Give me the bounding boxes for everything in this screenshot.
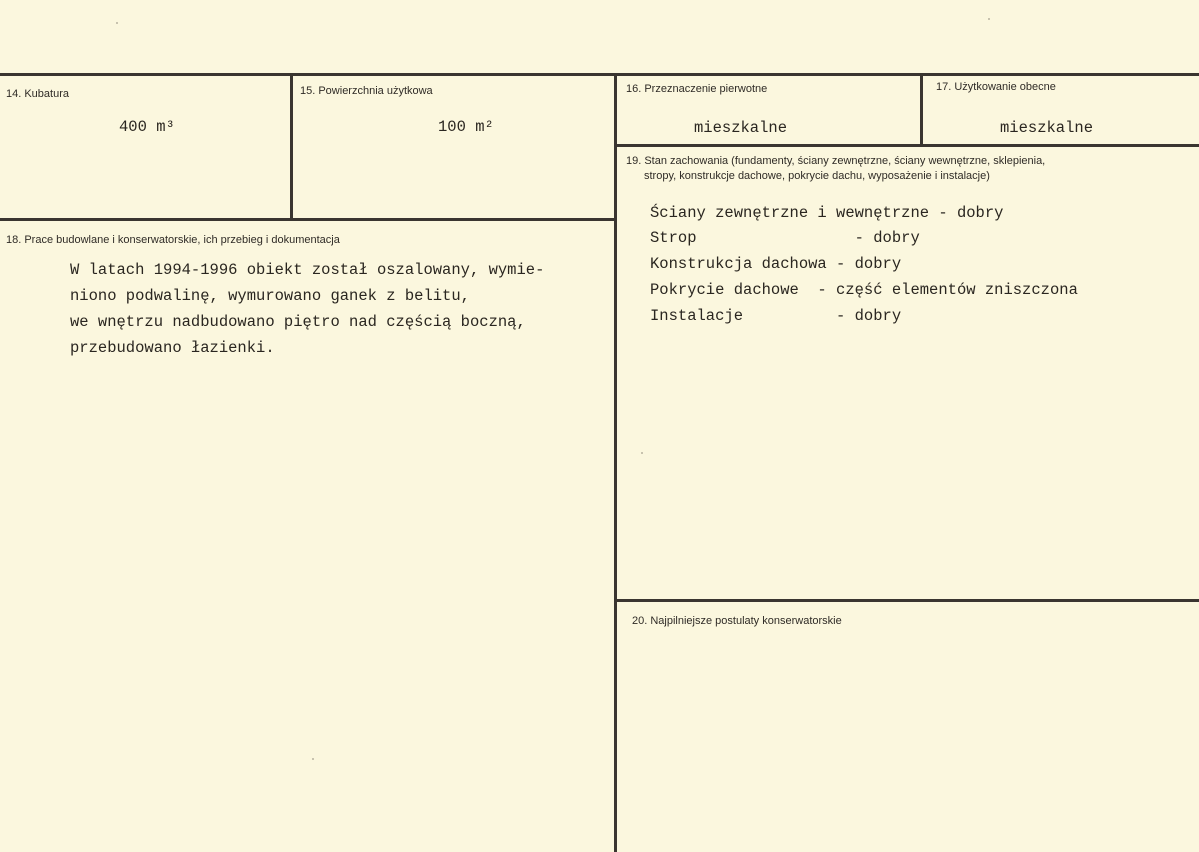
field-17-label: 17. Użytkowanie obecne [936, 81, 1056, 93]
field-20-label: 20. Najpilniejsze postulaty konserwatorskie [632, 615, 842, 627]
field-17-value: mieszkalne [1000, 119, 1094, 137]
field-16-value: mieszkalne [694, 119, 788, 137]
divider-row-14-15 [0, 218, 617, 221]
field-18-line: niono podwalinę, wymurowano ganek z belitu, [70, 287, 470, 305]
divider-col-14-15 [290, 73, 293, 221]
paper-speck [641, 452, 643, 454]
field-18-line: W latach 1994-1996 obiekt został oszalowany, wymie- [70, 261, 545, 279]
divider-col-16-17 [920, 73, 923, 147]
field-18-line: we wnętrzu nadbudowano piętro nad częścią boczną, [70, 313, 526, 331]
divider-col-left-right [614, 73, 617, 852]
field-19-line: Pokrycie dachowe - część elementów zniszczona [650, 281, 1078, 299]
field-15-label: 15. Powierzchnia użytkowa [300, 85, 433, 97]
field-14-label: 14. Kubatura [6, 88, 69, 100]
field-18-label: 18. Prace budowlane i konserwatorskie, ich przebieg i dokumentacja [6, 234, 340, 246]
field-15-value: 100 m² [438, 118, 494, 136]
divider-row-19-20 [617, 599, 1199, 602]
field-19-line: Ściany zewnętrzne i wewnętrzne - dobry [650, 204, 1004, 222]
field-16-label: 16. Przeznaczenie pierwotne [626, 83, 768, 95]
paper-speck [116, 22, 118, 24]
field-14-value: 400 m³ [119, 118, 175, 136]
field-19-label-line1: 19. Stan zachowania (fundamenty, ściany zewnętrzne, ściany wewnętrzne, sklepienia, [626, 155, 1046, 167]
field-19-label-line2: stropy, konstrukcje dachowe, pokrycie dachu, wyposażenie i instalacje) [644, 170, 990, 182]
top-border-line [0, 73, 1199, 76]
field-18-line: przebudowano łazienki. [70, 339, 275, 357]
field-19-line: Instalacje - dobry [650, 307, 902, 325]
paper-speck [312, 758, 314, 760]
field-19-line: Strop - dobry [650, 229, 920, 247]
paper-speck [988, 18, 990, 20]
divider-row-16-17 [617, 144, 1199, 147]
field-19-line: Konstrukcja dachowa - dobry [650, 255, 902, 273]
